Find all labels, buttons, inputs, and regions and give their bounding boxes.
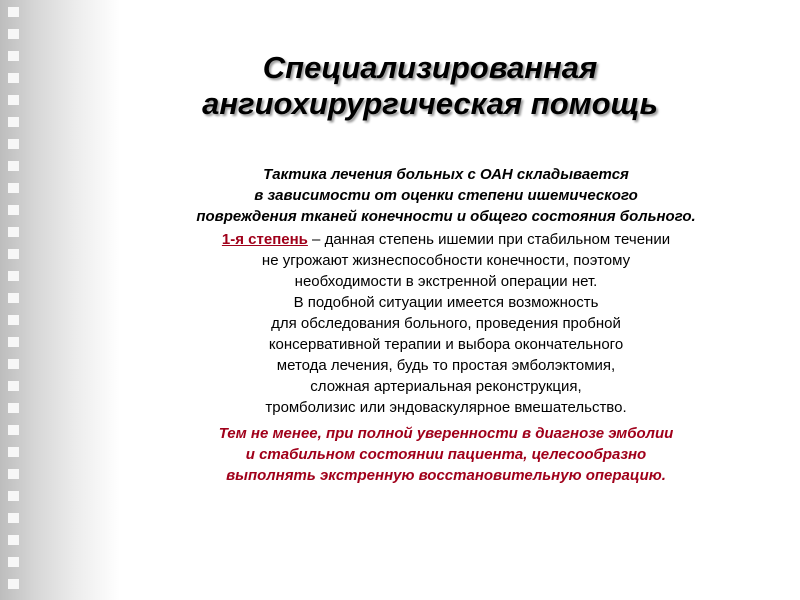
intro-line-3: повреждения тканей конечности и общего состояния больного.	[196, 208, 696, 225]
body-line-2: необходимости в экстренной операции нет.	[294, 273, 598, 290]
intro-line-1: Тактика лечения больных с ОАН складывается	[263, 166, 629, 183]
conclusion-line-3: выполнять экстренную восстановительную операцию.	[226, 467, 666, 484]
body-line-4: для обследования больного, проведения пробной	[271, 315, 621, 332]
body-line-1: не угрожают жизнеспособности конечности, поэтому	[261, 252, 631, 269]
body-line-8: тромболизис или эндоваскулярное вмешательство.	[265, 399, 627, 416]
slide-content	[110, 164, 782, 486]
title-line-1: Специализированная	[262, 50, 598, 85]
title-line-2: ангиохирургическая помощь	[202, 86, 658, 121]
intro-paragraph	[110, 164, 782, 227]
slide-title	[110, 50, 750, 122]
degree-paragraph	[110, 229, 782, 418]
body-line-5: консервативной терапии и выбора окончательного	[268, 336, 624, 353]
degree-first-line	[110, 229, 782, 250]
conclusion-line-1: Тем не менее, при полной уверенности в диагнозе эмболии	[218, 425, 674, 442]
body-line-7: сложная артериальная реконструкция,	[310, 378, 582, 395]
body-line-6: метода лечения, будь то простая эмболэктомия,	[276, 357, 616, 374]
body-line-3: В подобной ситуации имеется возможность	[293, 294, 599, 311]
film-strip-decoration	[0, 0, 120, 600]
film-holes-decoration	[8, 0, 19, 600]
intro-line-2: в зависимости от оценки степени ишемического	[254, 187, 638, 204]
degree-first-line-text: – данная степень ишемии при стабильном течении	[307, 231, 671, 248]
conclusion-line-2: и стабильном состоянии пациента, целесообразно	[245, 446, 647, 463]
degree-label: 1-я степень	[221, 231, 308, 248]
conclusion-paragraph	[110, 423, 782, 486]
